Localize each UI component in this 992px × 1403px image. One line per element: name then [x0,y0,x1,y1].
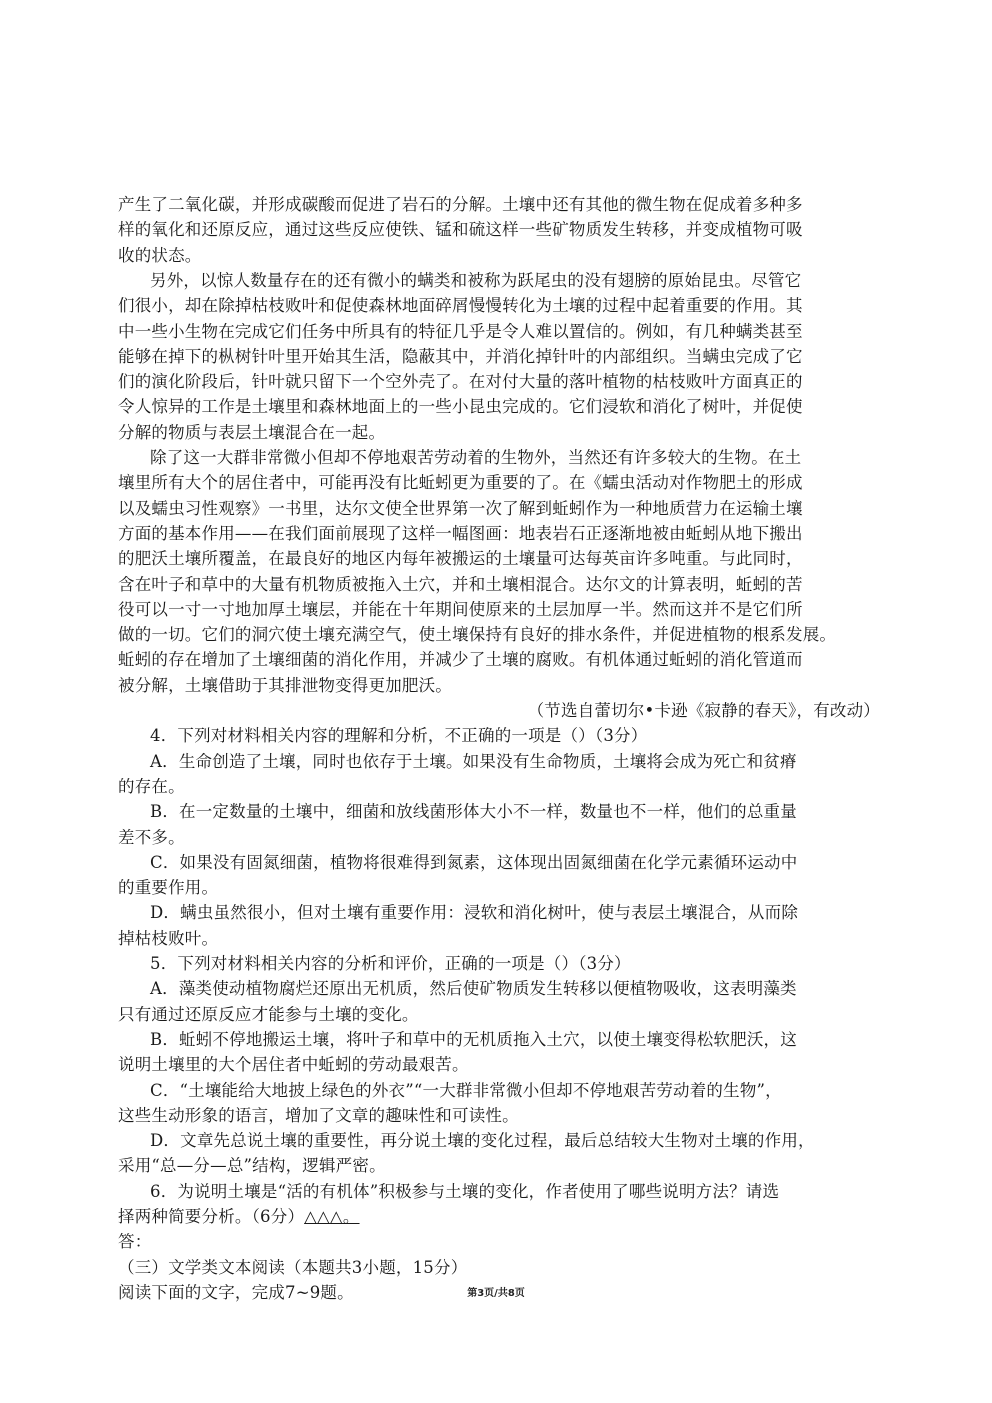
source-citation: （节选自蕾切尔•卡逊《寂静的春天》，有改动） [527,701,880,720]
text-line: 说明土壤里的大个居住者中蚯蚓的劳动最艰苦。 [118,1055,469,1075]
text-line: 分解的物质与表层土壤混合在一起。 [118,422,386,442]
text-line: 采用“总—分—总”结构，逻辑严密。 [118,1156,386,1176]
page-number: 第3页/共8页 [467,1288,525,1299]
text-line: D．文章先总说土壤的重要性，再分说土壤的变化过程，最后总结较大生物对土壤的作用， [150,1131,815,1151]
text-line: 4．下列对材料相关内容的理解和分析，不正确的一项是（）（3分） [150,726,648,746]
text-line: 答： [118,1232,152,1252]
text-line: 中一些小生物在完成它们任务中所具有的特征几乎是令人难以置信的。例如，有几种螨类甚至 [118,321,803,341]
text-line: 役可以一寸一寸地加厚土壤层，并能在十年期间使原来的土层加厚一半。然而这并不是它们所 [118,599,803,619]
text-line: 择两种简要分析。（6分）△△△。 [118,1207,360,1226]
text-line: 令人惊异的工作是土壤里和森林地面上的一些小昆虫完成的。它们浸软和消化了树叶，并促使 [118,397,803,417]
text-line: 壤里所有大个的居住者中，可能再没有比蚯蚓更为重要的了。在《蠕虫活动对作物肥土的形成 [118,473,803,493]
text-line: A．藻类使动植物腐烂还原出无机质，然后使矿物质发生转移以便植物吸收，这表明藻类 [150,979,797,999]
text-line: B．蚯蚓不停地搬运土壤，将叶子和草中的无机质拖入土穴，以使土壤变得松软肥沃，这 [150,1029,797,1049]
text-line: 被分解，土壤借助于其排泄物变得更加肥沃。 [118,675,452,695]
answer-blank: △△△。 [304,1207,360,1226]
text-line: 5．下列对材料相关内容的分析和评价，正确的一项是（）（3分） [150,954,631,973]
text-line: C．如果没有固氮细菌，植物将很难得到氮素，这体现出固氮细菌在化学元素循环运动中 [150,852,798,872]
text-line: （三）文学类文本阅读（本题共3小题，15分） [118,1257,468,1277]
text-line: B．在一定数量的土壤中，细菌和放线菌形体大小不一样，数量也不一样，他们的总重量 [150,802,797,822]
text-line: 除了这一大群非常微小但却不停地艰苦劳动着的生物外，当然还有许多较大的生物。在土 [150,448,802,467]
text-line: 另外，以惊人数量存在的还有微小的螨类和被称为跃尾虫的没有翅膀的原始昆虫。尽管它 [150,270,802,290]
text-line: 样的氧化和还原反应，通过这些反应使铁、锰和硫这样一些矿物质发生转移，并变成植物可吸 [118,220,803,240]
text-line: 以及蠕虫习性观察》一书里，达尔文使全世界第一次了解到蚯蚓作为一种地质营力在运输土壤 [118,498,803,518]
text-line: 这些生动形象的语言，增加了文章的趣味性和可读性。 [118,1105,519,1125]
text-line: D．螨虫虽然很小，但对土壤有重要作用：浸软和消化树叶，使与表层土壤混合，从而除 [150,903,799,923]
text-line: 只有通过还原反应才能参与土壤的变化。 [118,1004,419,1024]
text-line: A．生命创造了土壤，同时也依存于土壤。如果没有生命物质，土壤将会成为死亡和贫瘠 [150,751,797,771]
text-line: 含在叶子和草中的大量有机物质被拖入土穴，并和土壤相混合。达尔文的计算表明，蚯蚓的苦 [118,574,803,594]
text-line: 差不多。 [118,827,185,847]
text-line: 掉枯枝败叶。 [118,928,219,948]
text-line: 的重要作用。 [118,878,219,898]
text-line: 做的一切。它们的洞穴使土壤充满空气，使土壤保持有良好的排水条件，并促进植物的根系发展。 [118,625,837,645]
text-line: 的肥沃土壤所覆盖，在最良好的地区内每年被搬运的土壤量可达每英亩许多吨重。与此同时， [118,549,803,569]
text-line: 的存在。 [118,776,185,796]
text-line: C．“土壤能给大地披上绿色的外衣”“一大群非常微小但却不停地艰苦劳动着的生物”， [150,1080,782,1100]
text-line: 们很小，却在除掉枯枝败叶和促使森林地面碎屑慢慢转化为土壤的过程中起着重要的作用。其 [118,296,803,316]
text-line: 收的状态。 [118,245,202,265]
text-line: 产生了二氧化碳，并形成碳酸而促进了岩石的分解。土壤中还有其他的微生物在促成着多种多 [118,195,803,214]
text-line: 6．为说明土壤是“活的有机体”积极参与土壤的变化，作者使用了哪些说明方法？请选 [150,1181,780,1201]
text-line: 蚯蚓的存在增加了土壤细菌的消化作用，并减少了土壤的腐败。有机体通过蚯蚓的消化管道而 [118,650,803,670]
text-line: 们的演化阶段后，针叶就只留下一个空外壳了。在对付大量的落叶植物的枯枝败叶方面真正的 [118,372,803,392]
text-line: 能够在掉下的枞树针叶里开始其生活，隐蔽其中，并消化掉针叶的内部组织。当螨虫完成了它 [118,346,803,366]
text-line: 方面的基本作用——在我们面前展现了这样一幅图画：地表岩石正逐渐地被由蚯蚓从地下搬出 [118,523,803,543]
text-line: 阅读下面的文字，完成7~9题。 [118,1282,354,1302]
